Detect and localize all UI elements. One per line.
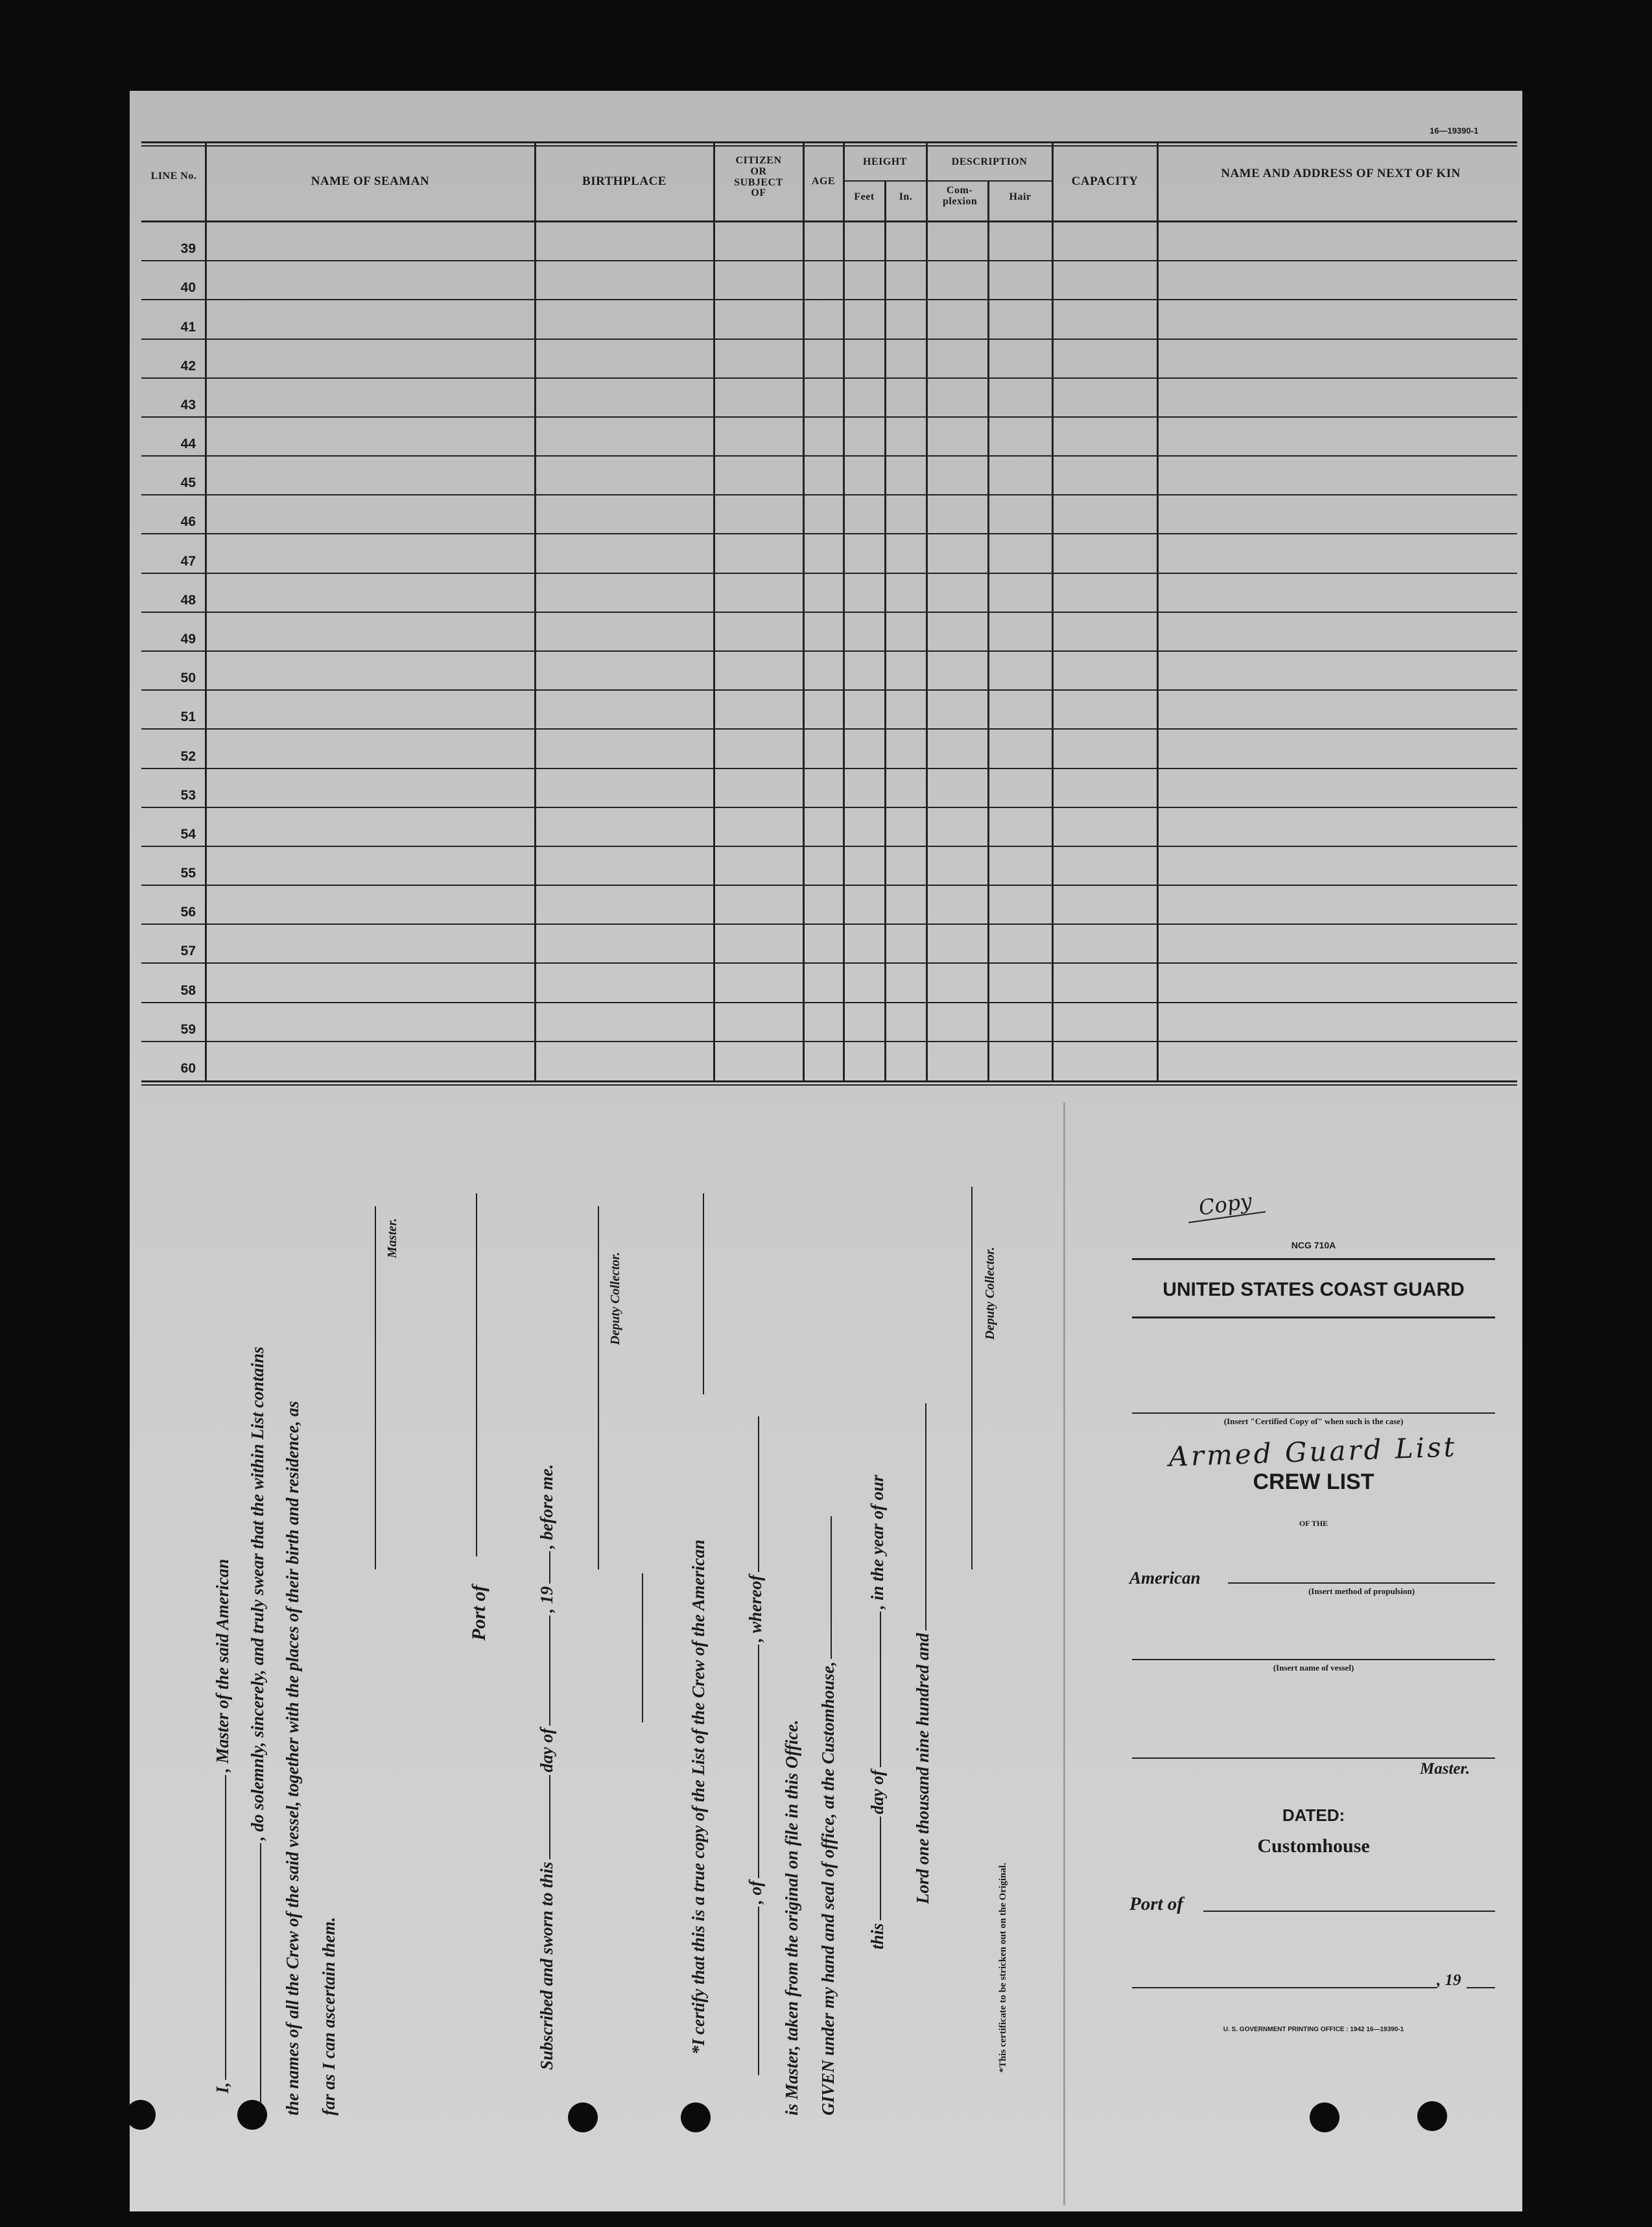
table-row[interactable] [141, 456, 1517, 495]
header-birthplace: BIRTHPLACE [582, 174, 667, 188]
header-age: AGE [811, 176, 836, 187]
punch-hole-2 [237, 2100, 267, 2130]
agency-rule-top [1132, 1258, 1495, 1260]
table-row[interactable] [141, 690, 1517, 729]
cover-year-blank[interactable] [1467, 1987, 1495, 1988]
printer-imprint: U. S. GOVERNMENT PRINTING OFFICE : 1942 16—19390-1 [1223, 2026, 1404, 2033]
line-number: 43 [180, 397, 196, 412]
subscribed-day-blank[interactable] [549, 1775, 550, 1859]
subscribed-19: , 19 [537, 1586, 556, 1613]
certificate-master-blank[interactable] [758, 1417, 759, 1573]
cover-master-label: Master. [1420, 1760, 1470, 1778]
line-number: 49 [180, 631, 196, 647]
customhouse-label: Customhouse [1257, 1835, 1370, 1857]
of-the-label: OF THE [1299, 1519, 1328, 1528]
table-row[interactable] [141, 612, 1517, 651]
table-row[interactable] [141, 534, 1517, 573]
table-row[interactable] [141, 1042, 1517, 1080]
certificate-line-1: *I certify that this is a true copy of the List of the Crew of the American [689, 1540, 708, 2054]
deputy-collector-1-label: Deputy Collector. [608, 1252, 622, 1345]
oath-line-swear: , do solemnly, sincerely, and truly swear that the within List contains [248, 1346, 267, 1840]
header-feet: Feet [854, 191, 875, 202]
insert-propulsion-instruction: (Insert method of propulsion) [1308, 1586, 1415, 1596]
american-label: American [1129, 1568, 1201, 1588]
deputy-collector-2-line[interactable] [971, 1187, 973, 1569]
insert-vessel-instruction: (Insert name of vessel) [1273, 1663, 1354, 1673]
certificate-this: this [867, 1923, 887, 1949]
line-number: 57 [180, 944, 196, 959]
table-row[interactable] [141, 573, 1517, 612]
certificate-customhouse-blank[interactable] [831, 1516, 832, 1659]
master-name-blank[interactable] [1132, 1757, 1495, 1759]
punch-hole-5 [1310, 2102, 1339, 2132]
table-row[interactable] [141, 807, 1517, 846]
certificate-year-blank[interactable] [925, 1403, 926, 1630]
master-signature-line[interactable] [375, 1206, 376, 1569]
agency-rule-bottom [1132, 1316, 1495, 1318]
certificate-vessel-blank[interactable] [758, 1907, 759, 2075]
insert-certified-instruction: (Insert "Certified Copy of" when such is the case) [1223, 1416, 1404, 1426]
fold-crease [1063, 1102, 1065, 2205]
header-line-no: LINE No. [150, 171, 197, 182]
subscribed-month-blank[interactable] [549, 1615, 550, 1726]
handwritten-copy: Copy [1185, 1187, 1266, 1223]
certificate-day-blank[interactable] [880, 1816, 881, 1920]
header-height: HEIGHT [863, 156, 907, 167]
table-row[interactable] [141, 378, 1517, 417]
table-row[interactable] [141, 885, 1517, 924]
line-number: 55 [180, 866, 196, 881]
certificate-of: , of [746, 1881, 765, 1904]
header-inches: In. [899, 191, 913, 202]
table-row[interactable] [141, 768, 1517, 807]
line-number: 60 [180, 1060, 196, 1076]
propulsion-blank[interactable] [1228, 1582, 1495, 1584]
line-number: 52 [180, 748, 196, 764]
cover-port-of-label: Port of [1129, 1894, 1183, 1914]
table-row[interactable] [141, 339, 1517, 378]
oath-line-master: , Master of the said American [213, 1558, 232, 1772]
cover-date-blank[interactable] [1132, 1987, 1437, 1988]
certificate-year-of-our: , in the year of our [867, 1475, 887, 1610]
form-code: NCG 710A [1291, 1240, 1336, 1250]
cover-port-blank[interactable] [1203, 1911, 1495, 1912]
certificate-whereof: , whereof [746, 1575, 765, 1642]
line-number: 59 [180, 1021, 196, 1037]
handwritten-armed-guard-list: Armed Guard List [1168, 1431, 1458, 1473]
line-number: 56 [180, 905, 196, 920]
header-citizen: CITIZEN OR SUBJECT OF [734, 155, 783, 199]
certificate-day-of: day of [867, 1770, 887, 1815]
certificate-month-blank[interactable] [880, 1612, 881, 1767]
table-row[interactable] [141, 1003, 1517, 1042]
punch-hole-6 [1417, 2101, 1447, 2131]
header-capacity: CAPACITY [1071, 174, 1139, 188]
table-row[interactable] [141, 924, 1517, 963]
oath-line-names: the names of all the Crew of the said vessel, together with the places of their birth and residence, as [283, 1401, 302, 2115]
line-number: 45 [180, 475, 196, 491]
line-number: 40 [180, 280, 196, 296]
line-number: 53 [180, 787, 196, 803]
master-signature-label: Master. [385, 1218, 399, 1258]
certificate-line-6: Lord one thousand nine hundred and [913, 1633, 932, 1904]
certified-copy-rule [1132, 1412, 1495, 1414]
table-row[interactable] [141, 846, 1517, 885]
line-number: 54 [180, 826, 196, 842]
table-row[interactable] [141, 963, 1517, 1002]
header-description: DESCRIPTION [951, 156, 1028, 167]
table-row[interactable] [141, 222, 1517, 261]
vessel-name-blank[interactable] [1132, 1659, 1495, 1660]
certificate-port-blank[interactable] [758, 1645, 759, 1878]
table-row[interactable] [141, 651, 1517, 690]
oath-name-blank[interactable] [225, 1775, 226, 2080]
table-row[interactable] [141, 417, 1517, 456]
header-complexion: Com-plexion [943, 185, 978, 207]
subscribed-label: Subscribed and sworn to this [537, 1861, 556, 2070]
header-next-of-kin: NAME AND ADDRESS OF NEXT OF KIN [1221, 167, 1461, 180]
line-number: 47 [180, 553, 196, 569]
table-row[interactable] [141, 729, 1517, 768]
punch-hole-4 [681, 2102, 711, 2132]
certificate-line-3: is Master, taken from the original on file in this Office. [782, 1719, 801, 2115]
table-row[interactable] [141, 495, 1517, 534]
punch-hole-1 [126, 2100, 156, 2130]
subscribed-year-blank[interactable] [549, 1551, 550, 1584]
line-number: 42 [180, 358, 196, 374]
certificate-american-blank[interactable] [703, 1193, 704, 1394]
line-number: 58 [180, 982, 196, 998]
port-of-blank[interactable] [476, 1193, 477, 1556]
crew-table [141, 141, 1517, 1085]
table-row[interactable] [141, 300, 1517, 339]
subscribed-before-me: , before me. [537, 1464, 556, 1549]
certificate-footnote: *This certificate to be stricken out on the Original. [998, 1863, 1008, 2073]
cover-19-label: , 19 [1437, 1971, 1461, 1989]
seal-divider [642, 1573, 643, 1722]
deputy-collector-2-label: Deputy Collector. [983, 1246, 997, 1340]
agency-name: UNITED STATES COAST GUARD [1162, 1279, 1465, 1300]
port-of-label: Port of [468, 1585, 490, 1641]
certificate-line-4: GIVEN under my hand and seal of office, at the Customhouse, [818, 1661, 838, 2115]
line-number: 41 [180, 319, 196, 335]
oath-line-i: I, [213, 2082, 232, 2093]
line-number: 51 [180, 709, 196, 725]
oath-vessel-blank[interactable] [260, 1843, 261, 2115]
dated-label: DATED: [1282, 1805, 1345, 1825]
subscribed-day-of: day of [537, 1728, 556, 1772]
punch-hole-3 [568, 2102, 598, 2132]
header-name-of-seaman: NAME OF SEAMAN [311, 174, 430, 188]
line-number: 48 [180, 592, 196, 608]
oath-line-ascertain: far as I can ascertain them. [319, 1916, 338, 2115]
deputy-collector-1-line[interactable] [598, 1206, 599, 1569]
form-number: 16—19390-1 [1430, 126, 1479, 136]
line-number: 50 [180, 671, 196, 686]
table-row[interactable] [141, 261, 1517, 300]
line-number: 44 [180, 436, 196, 452]
line-number: 39 [180, 241, 196, 257]
line-number: 46 [180, 514, 196, 530]
crew-list-title: CREW LIST [1253, 1470, 1375, 1494]
header-hair: Hair [1009, 191, 1032, 202]
